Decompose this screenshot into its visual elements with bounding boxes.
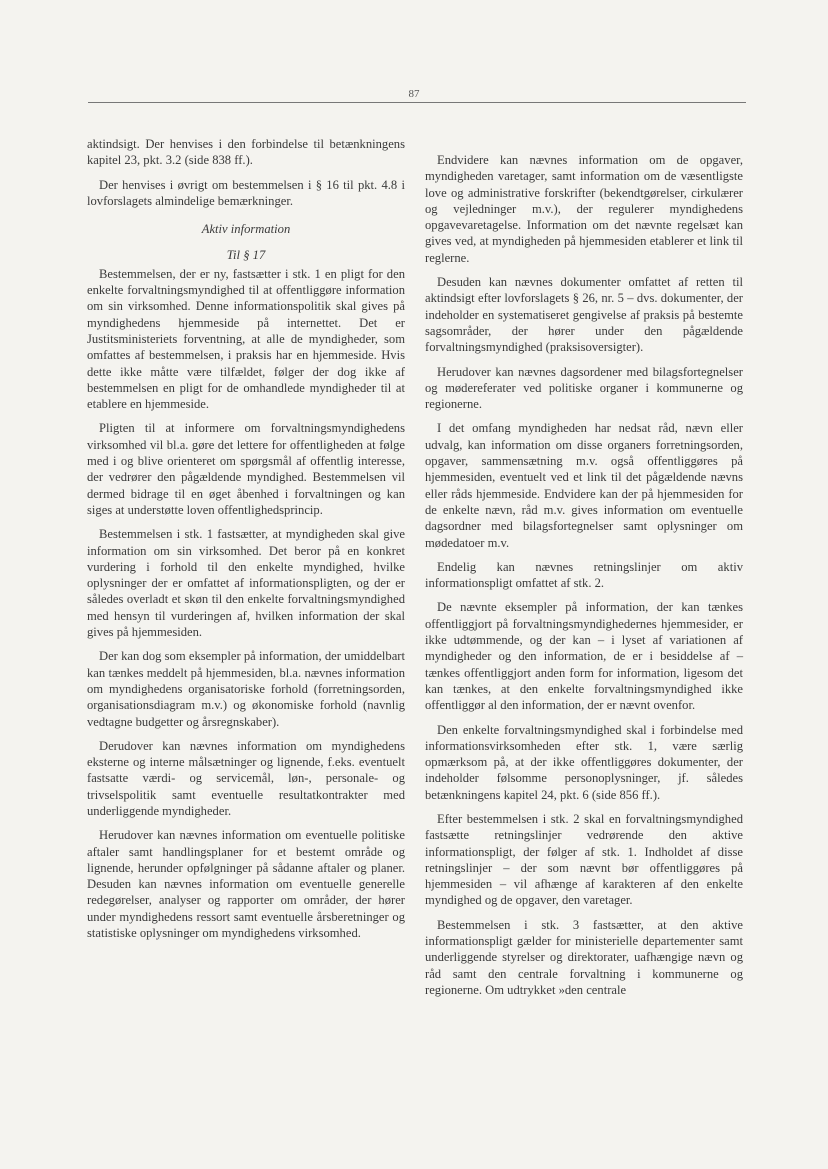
- paragraph: Bestemmelsen i stk. 3 fastsætter, at den aktive informationspligt gælder for ministerielle departementer samt underliggende styrelser og direktorater, uafhængige nævn og råd samt den centrale forvaltning i kommunerne og regionerne. Om udtrykket »den centrale: [425, 917, 743, 997]
- paragraph: Herudover kan nævnes information om eventuelle politiske aftaler samt handlingsplaner for et bestemt område og lignende, herunder opfølgninger på sådanne aftaler og planer. Desuden kan nævnes information om eventuelle generelle redegørelser, analyser og rapporter om områder, der hører under myndighedens ressort samt eventuelle årsberetninger og statistiske oplysninger om myndighedens virksomhed.: [87, 828, 405, 941]
- paragraph: Herudover kan nævnes dagsordener med bilagsfortegnelser og mødereferater ved politiske organer i kommunerne og regionerne.: [425, 364, 743, 412]
- header-rule: [88, 102, 746, 103]
- section-subheading: Til § 17: [226, 248, 266, 263]
- paragraph: Den enkelte forvaltningsmyndighed skal i forbindelse med informationsvirksomheden efter stk. 1, være særlig opmærksom på, at der ikke offentliggøres dokumenter, der indeholder følsomme personoplysninger, jf. således betænkningens kapitel 24, pkt. 6 (side 856 ff.).: [425, 722, 743, 802]
- paragraph: I det omfang myndigheden har nedsat råd, nævn eller udvalg, kan information om disse organers forretningsorden, opgaver, sammensætning m.v. også offentliggøres på hjemmesiden, eventuelt ved et link til det pågældende nævns eller råds hjemmeside. Endvidere kan der på hjemmesiden for de enkelte nævn, råd m.v. gives information om eventuelle dagsordner med bilagsfortegnelser samt oplysninger om mødedatoer m.v.: [425, 421, 743, 550]
- paragraph: Bestemmelsen i stk. 1 fastsætter, at myndigheden skal give information om sin virksomhed. Det beror på en konkret vurdering i forhold til den enkelte myndighed, hvilke oplysninger der er omfattet af informationspligten, og der er således overladt et skøn til den enkelte forvaltningsmyndighed med hensyn til vurderingen af, hvilken information der skal gives på hjemmesiden.: [87, 527, 405, 640]
- paragraph: Der kan dog som eksempler på information, der umiddelbart kan tænkes meddelt på hjemmesiden, bl.a. nævnes information om myndighedens organisatoriske forhold (forretningsorden, organisationsdiagram m.v.) og økonomiske forhold (navnlig vedtagne budgetter og årsregnskaber).: [87, 649, 405, 729]
- paragraph: aktindsigt. Der henvises i den forbindelse til betænkningens kapitel 23, pkt. 3.2 (side 838 ff.).: [87, 137, 405, 168]
- paragraph: De nævnte eksempler på information, der kan tænkes offentliggjort på forvaltningsmyndighedernes hjemmesider, er ikke udtømmende, og der kan – i lyset af variationen af myndigheder og den information, de er i besiddelse af – tænkes offentliggjort anden form for information, ligesom det kan tænkes, at den enkelte forvaltningsmyndighed ikke offentliggør al den information, der er nævnt ovenfor.: [425, 600, 743, 713]
- right-column: [425, 152, 743, 1006]
- paragraph: Efter bestemmelsen i stk. 2 skal en forvaltningsmyndighed fastsætte retningslinjer vedrørende den aktive informationspligt, der følger af stk. 1. Indholdet af disse retningslinjer – der som nævnt bør offentliggøres på hjemmesiden – vil afhænge af karakteren af den enkelte myndighed og de opgaver, den varetager.: [425, 811, 743, 908]
- paragraph: Bestemmelsen, der er ny, fastsætter i stk. 1 en pligt for den enkelte forvaltningsmyndighed til at offentliggøre information om sin virksomhed. Denne informationspolitik skal gives på myndighedens hjemmeside på internettet. Det er Justitsministeriets forventning, at alle de myndigheder, som omfattes af bestemmelsen, i praksis har en hjemmeside. Hvis dette ikke måtte være tilfældet, følger der dog ikke af bestemmelsen en pligt for de omhandlede myndigheder til at etablere en hjemmeside.: [87, 266, 405, 412]
- left-column: [87, 136, 405, 949]
- paragraph: Pligten til at informere om forvaltningsmyndighedens virksomhed vil bl.a. gøre det lettere for offentligheden at følge med i og blive orienteret om spørgsmål af offentlig interesse, der vedrører den pågældende myndighed. Bestemmelsen vil dermed bidrage til en øget åbenhed i forvaltningen og kan siges at understøtte loven offentlighedsprincip.: [87, 421, 405, 517]
- section-heading: Aktiv information: [201, 222, 291, 237]
- paragraph: Endelig kan nævnes retningslinjer om aktiv informationspligt omfattet af stk. 2.: [425, 559, 743, 591]
- page-number: 87: [408, 88, 420, 100]
- paragraph: Derudover kan nævnes information om myndighedens eksterne og interne målsætninger og lignende, f.eks. eventuelt fastsatte værdi- og servicemål, løn-, personale- og trivselspolitik samt eventuelle resultatkontrakter med underliggende myndigheder.: [87, 738, 405, 818]
- paragraph: Desuden kan nævnes dokumenter omfattet af retten til aktindsigt efter lovforslagets § 26, nr. 5 – dvs. dokumenter, der indeholder en systematiseret gengivelse af praksis på bestemte sagsområder, der hører under den pågældende forvaltningsmyndighed (praksisoversigter).: [425, 275, 743, 355]
- paragraph: Endvidere kan nævnes information om de opgaver, myndigheden varetager, samt information om de væsentligste love og administrative forskrifter (bekendtgørelser, cirkulærer og vejledninger m.v.), der regulerer myndighedens opgavevaretagelse. Information om det nævnte regelsæt kan gives ved, at myndigheden på hjemmesiden etablerer et link til reglerne.: [425, 153, 743, 265]
- paragraph: Der henvises i øvrigt om bestemmelsen i § 16 til pkt. 4.8 i lovforslagets almindelige bemærkninger.: [87, 177, 405, 208]
